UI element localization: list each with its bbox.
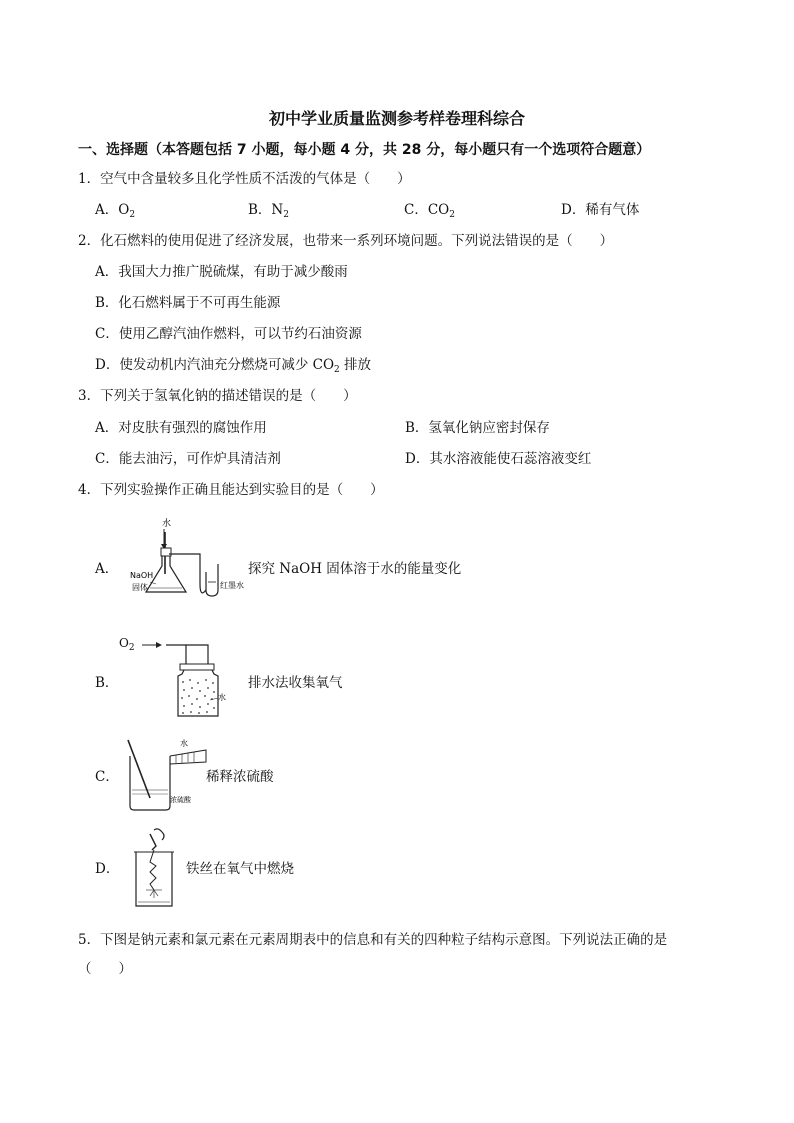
q4-option-c-letter: C． (95, 769, 119, 785)
page-title: 初中学业质量监测参考样卷理科综合 (268, 109, 525, 128)
q4-option-a-text: 探究 NaOH 固体溶于水的能量变化 (248, 561, 462, 577)
q2-stem: 2．化石燃料的使用促进了经济发展，也带来一系列环境问题。下列说法错误的是（ ） (78, 233, 614, 249)
q4-option-d-letter: D． (95, 861, 120, 877)
q4-option-a-letter: A． (95, 561, 119, 577)
q4-option-c-text: 稀释浓硫酸 (206, 769, 274, 785)
fig-a-solid-label: 固体 (132, 583, 148, 592)
dilution-beaker-figure (120, 736, 210, 814)
fig-a-naoh-label: NaOH (130, 571, 154, 580)
fig-b-o2-label: $O_2$ (119, 636, 135, 653)
q5-stem-continued: （ ） (78, 961, 132, 977)
q4-option-d-text: 铁丝在氧气中燃烧 (186, 861, 294, 877)
fig-a-water-label: 水 (162, 519, 172, 529)
q5-stem: 5．下图是钠元素和氯元素在元素周期表中的信息和有关的四种粒子结构示意图。下列说法正确的是 (78, 932, 668, 948)
flask-apparatus-figure (128, 512, 248, 602)
q1-option-c: C．$CO_2$ (404, 202, 455, 220)
q4-option-b-letter: B． (95, 675, 119, 691)
q2-option-a: A．我国大力推广脱硫煤，有助于减少酸雨 (95, 264, 348, 280)
section-heading: 一、选择题（本答题包括 7 小题，每小题 4 分，共 28 分，每小题只有一个选项符合题意） (78, 142, 651, 158)
q3-option-d: D．其水溶液能使石蕊溶液变红 (405, 451, 592, 467)
q3-option-b: B．氢氧化钠应密封保存 (405, 420, 550, 436)
q1-option-d: D．稀有气体 (561, 202, 640, 218)
gas-bottle-figure (138, 636, 228, 722)
q3-option-a: A．对皮肤有强烈的腐蚀作用 (95, 420, 267, 436)
q3-stem: 3．下列关于氢氧化钠的描述错误的是（ ） (78, 388, 357, 404)
fig-c-water-label: 水 (180, 739, 188, 748)
q1-option-a: A．$O_2$ (95, 202, 136, 220)
q4-stem: 4．下列实验操作正确且能达到实验目的是（ ） (78, 482, 384, 498)
q2-option-d: D．使发动机内汽油充分燃烧可减少 $CO_2$ 排放 (95, 357, 372, 375)
fig-c-acid-label: 浓硫酸 (170, 796, 191, 804)
fig-b-water-label: 水 (218, 693, 226, 702)
q2-option-c: C．使用乙醇汽油作燃料，可以节约石油资源 (95, 326, 362, 342)
q2-option-b: B．化石燃料属于不可再生能源 (95, 295, 281, 311)
fig-a-red-ink-label: 红墨水 (220, 581, 244, 590)
q3-option-c: C．能去油污，可作炉具清洁剂 (95, 451, 281, 467)
q4-option-b-text: 排水法收集氧气 (248, 675, 343, 691)
q1-stem: 1．空气中含量较多且化学性质不活泼的气体是（ ） (78, 171, 411, 187)
q1-option-b: B．$N_2$ (248, 202, 289, 220)
iron-wire-bottle-figure (128, 828, 178, 910)
